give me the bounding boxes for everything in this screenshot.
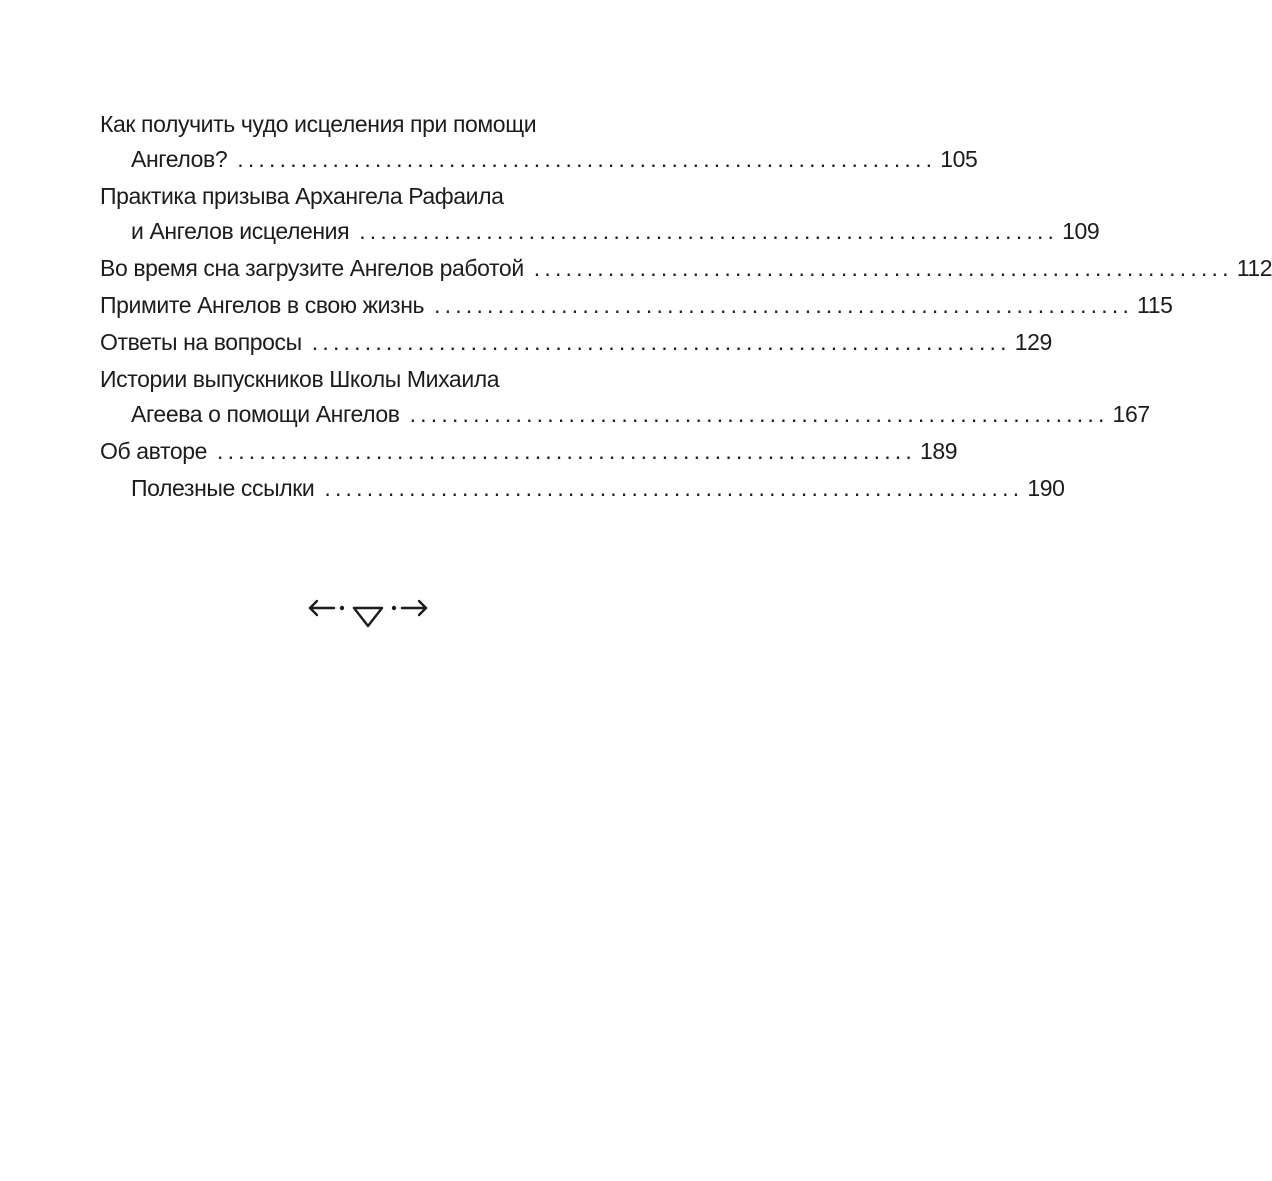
toc-entry[interactable] xyxy=(100,471,1065,506)
toc-entry[interactable] xyxy=(100,325,1052,360)
toc-entry-title: Об авторе xyxy=(100,438,208,464)
toc-entry-title: Истории выпускников Школы Михаила xyxy=(100,366,500,392)
toc-entry[interactable] xyxy=(100,288,1173,323)
toc-entry-line xyxy=(100,179,638,214)
toc-entry-title: Полезные ссылки xyxy=(131,475,315,501)
toc-entry-title: и Ангелов исцеления xyxy=(131,218,350,244)
toc-page-number: 109 xyxy=(1062,218,1100,244)
toc-entry-title: Агеева о помощи Ангелов xyxy=(131,401,400,427)
toc-entry[interactable] xyxy=(100,107,978,177)
toc-entry-line xyxy=(100,362,638,397)
dot-leader: .................................................................. xyxy=(409,401,1109,427)
toc-page-number: 112 xyxy=(1236,255,1272,281)
dot-leader: .................................................................. xyxy=(324,475,1024,501)
toc-page-number: 167 xyxy=(1112,401,1150,427)
toc-entry-line xyxy=(100,214,1100,249)
toc-entry-line xyxy=(100,397,1150,432)
toc-entry-title: Ответы на вопросы xyxy=(100,329,302,355)
toc-entry-line xyxy=(100,142,978,177)
dot-leader: .................................................................. xyxy=(359,218,1059,244)
toc-entry-line xyxy=(100,251,1272,286)
toc-entry-line xyxy=(100,107,638,142)
toc-entry-title: Примите Ангелов в свою жизнь xyxy=(100,292,425,318)
table-of-contents xyxy=(100,107,1272,506)
toc-entry[interactable] xyxy=(100,251,1272,286)
toc-entry-title: Во время сна загрузите Ангелов работой xyxy=(100,255,524,281)
toc-entry-title: Ангелов? xyxy=(131,146,228,172)
toc-entry-line xyxy=(100,325,1052,360)
toc-page-number: 129 xyxy=(1014,329,1052,355)
arrow-triangle-divider-icon xyxy=(306,596,430,630)
toc-entry-title: Практика призыва Архангела Рафаила xyxy=(100,183,504,209)
toc-entry-line xyxy=(100,288,1173,323)
toc-entry[interactable] xyxy=(100,362,1150,432)
toc-entry-title: Как получить чудо исцеления при помощи xyxy=(100,111,537,137)
toc-entry[interactable] xyxy=(100,434,958,469)
toc-page-number: 190 xyxy=(1027,475,1065,501)
toc-page-number: 105 xyxy=(940,146,978,172)
dot-leader: .................................................................. xyxy=(217,438,916,464)
toc-entry[interactable] xyxy=(100,179,1100,249)
toc-page-number: 189 xyxy=(919,438,958,464)
dot-leader: .................................................................. xyxy=(311,329,1011,355)
dot-leader: .................................................................. xyxy=(237,146,937,172)
toc-entry-line xyxy=(100,434,958,469)
dot-leader: .................................................................. xyxy=(533,255,1233,281)
toc-page-number: 115 xyxy=(1137,292,1173,318)
dot-leader: .................................................................. xyxy=(434,292,1134,318)
toc-entry-line xyxy=(100,471,1065,506)
